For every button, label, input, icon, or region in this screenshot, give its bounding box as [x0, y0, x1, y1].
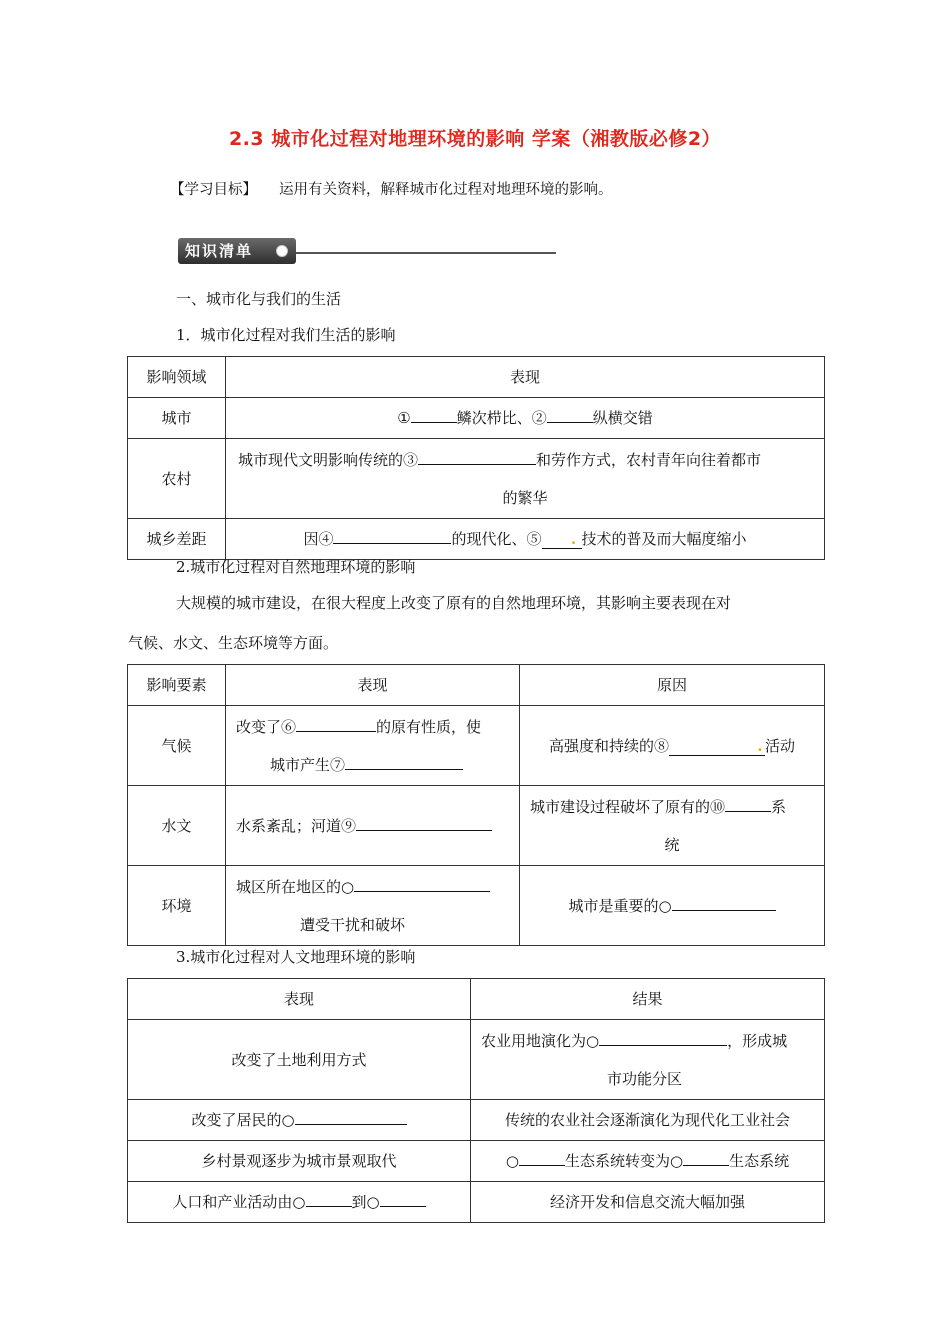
table-row	[128, 1100, 825, 1141]
answer-blank-3[interactable]	[418, 446, 536, 465]
table-natural-environment	[127, 664, 825, 946]
paragraph-line: 大规模的城市建设，在很大程度上改变了原有的自然地理环境，其影响主要表现在对	[176, 594, 732, 612]
result-cell: 经济开发和信息交流大幅加强	[471, 1182, 825, 1223]
table-header-cell: 表现	[128, 979, 471, 1020]
table-header-row	[128, 979, 825, 1020]
reason-cell: 城市建设过程破坏了原有的⑩ 系 统	[520, 786, 825, 866]
answer-blank-17[interactable]	[306, 1188, 352, 1207]
answer-blank-8[interactable]: .	[669, 737, 765, 756]
table-header-cell: 表现	[226, 357, 825, 398]
effect-cell: ① 鳞次栉比、② 纵横交错	[226, 398, 825, 439]
result-cell: 传统的农业社会逐渐演化为现代化工业社会	[471, 1100, 825, 1141]
table-row	[128, 786, 825, 866]
area-cell: 农村	[128, 439, 226, 519]
table-row	[128, 1182, 825, 1223]
effect-cell: 城市现代文明影响传统的③ 和劳作方式，农村青年向往着都市 的繁华	[226, 439, 825, 519]
answer-blank-10[interactable]	[725, 793, 771, 812]
answer-blank-6[interactable]	[296, 713, 376, 732]
answer-blank-13[interactable]	[599, 1027, 727, 1046]
answer-blank-11[interactable]	[354, 873, 490, 892]
table-row	[128, 866, 825, 946]
subheading-2: 2.城市化过程对自然地理环境的影响	[176, 558, 416, 576]
result-cell: 农业用地演化为○ ，形成城 市功能分区	[471, 1020, 825, 1100]
answer-blank-12[interactable]	[672, 892, 776, 911]
page-title: 2.3 城市化过程对地理环境的影响 学案（湘教版必修2）	[228, 128, 722, 150]
area-cell: 城市	[128, 398, 226, 439]
answer-blank-7[interactable]	[345, 751, 463, 770]
reason-cell: 城市是重要的○	[520, 866, 825, 946]
factor-cell: 水文	[128, 786, 226, 866]
effect-cell: 改变了居民的○	[128, 1100, 471, 1141]
table-row	[128, 706, 825, 786]
subheading-1: 1．城市化过程对我们生活的影响	[176, 326, 396, 344]
answer-blank-4[interactable]	[333, 525, 451, 544]
table-row	[128, 519, 825, 560]
effect-cell: 改变了⑥ 的原有性质，使 城市产生⑦	[226, 706, 520, 786]
learning-goal	[170, 178, 613, 199]
effect-cell: 改变了土地利用方式	[128, 1020, 471, 1100]
table-header-cell: 影响领域	[128, 357, 226, 398]
knowledge-list-label: 知识清单	[185, 242, 254, 260]
knowledge-list-badge	[178, 238, 296, 264]
answer-blank-2[interactable]	[547, 404, 593, 423]
answer-blank-9[interactable]	[356, 812, 492, 831]
table-row	[128, 1020, 825, 1100]
answer-blank-16[interactable]	[683, 1147, 729, 1166]
table-city-life	[127, 356, 825, 560]
table-human-environment	[127, 978, 825, 1223]
paragraph-line: 气候、水文、生态环境等方面。	[128, 634, 339, 652]
answer-blank-5[interactable]: .	[542, 530, 582, 549]
reason-cell: 高强度和持续的⑧ . 活动	[520, 706, 825, 786]
answer-blank-18[interactable]	[380, 1188, 426, 1207]
table-row	[128, 1141, 825, 1182]
factor-cell: 气候	[128, 706, 226, 786]
effect-cell: 水系紊乱；河道⑨	[226, 786, 520, 866]
table-header-row	[128, 357, 825, 398]
answer-blank-14[interactable]	[295, 1106, 407, 1125]
section-heading-1: 一、城市化与我们的生活	[176, 290, 342, 308]
table-header-row	[128, 665, 825, 706]
area-cell: 城乡差距	[128, 519, 226, 560]
learning-goal-text: 运用有关资料，解释城市化过程对地理环境的影响。	[279, 182, 613, 198]
effect-cell: 乡村景观逐步为城市景观取代	[128, 1141, 471, 1182]
table-header-cell: 原因	[520, 665, 825, 706]
table-header-cell: 表现	[226, 665, 520, 706]
answer-blank-15[interactable]	[519, 1147, 565, 1166]
table-header-cell: 影响要素	[128, 665, 226, 706]
subheading-3: 3.城市化过程对人文地理环境的影响	[176, 948, 416, 966]
effect-cell: 城区所在地区的○ 遭受干扰和破坏	[226, 866, 520, 946]
effect-cell: 人口和产业活动由○ 到○	[128, 1182, 471, 1223]
factor-cell: 环境	[128, 866, 226, 946]
badge-dot-icon	[276, 245, 288, 257]
badge-divider	[296, 252, 556, 254]
table-row	[128, 439, 825, 519]
learning-goal-label: 【学习目标】	[170, 182, 257, 198]
table-header-cell: 结果	[471, 979, 825, 1020]
result-cell: ○ 生态系统转变为○ 生态系统	[471, 1141, 825, 1182]
table-row	[128, 398, 825, 439]
effect-cell: 因④ 的现代化、⑤ . 技术的普及而大幅度缩小	[226, 519, 825, 560]
answer-blank-1[interactable]	[411, 404, 457, 423]
